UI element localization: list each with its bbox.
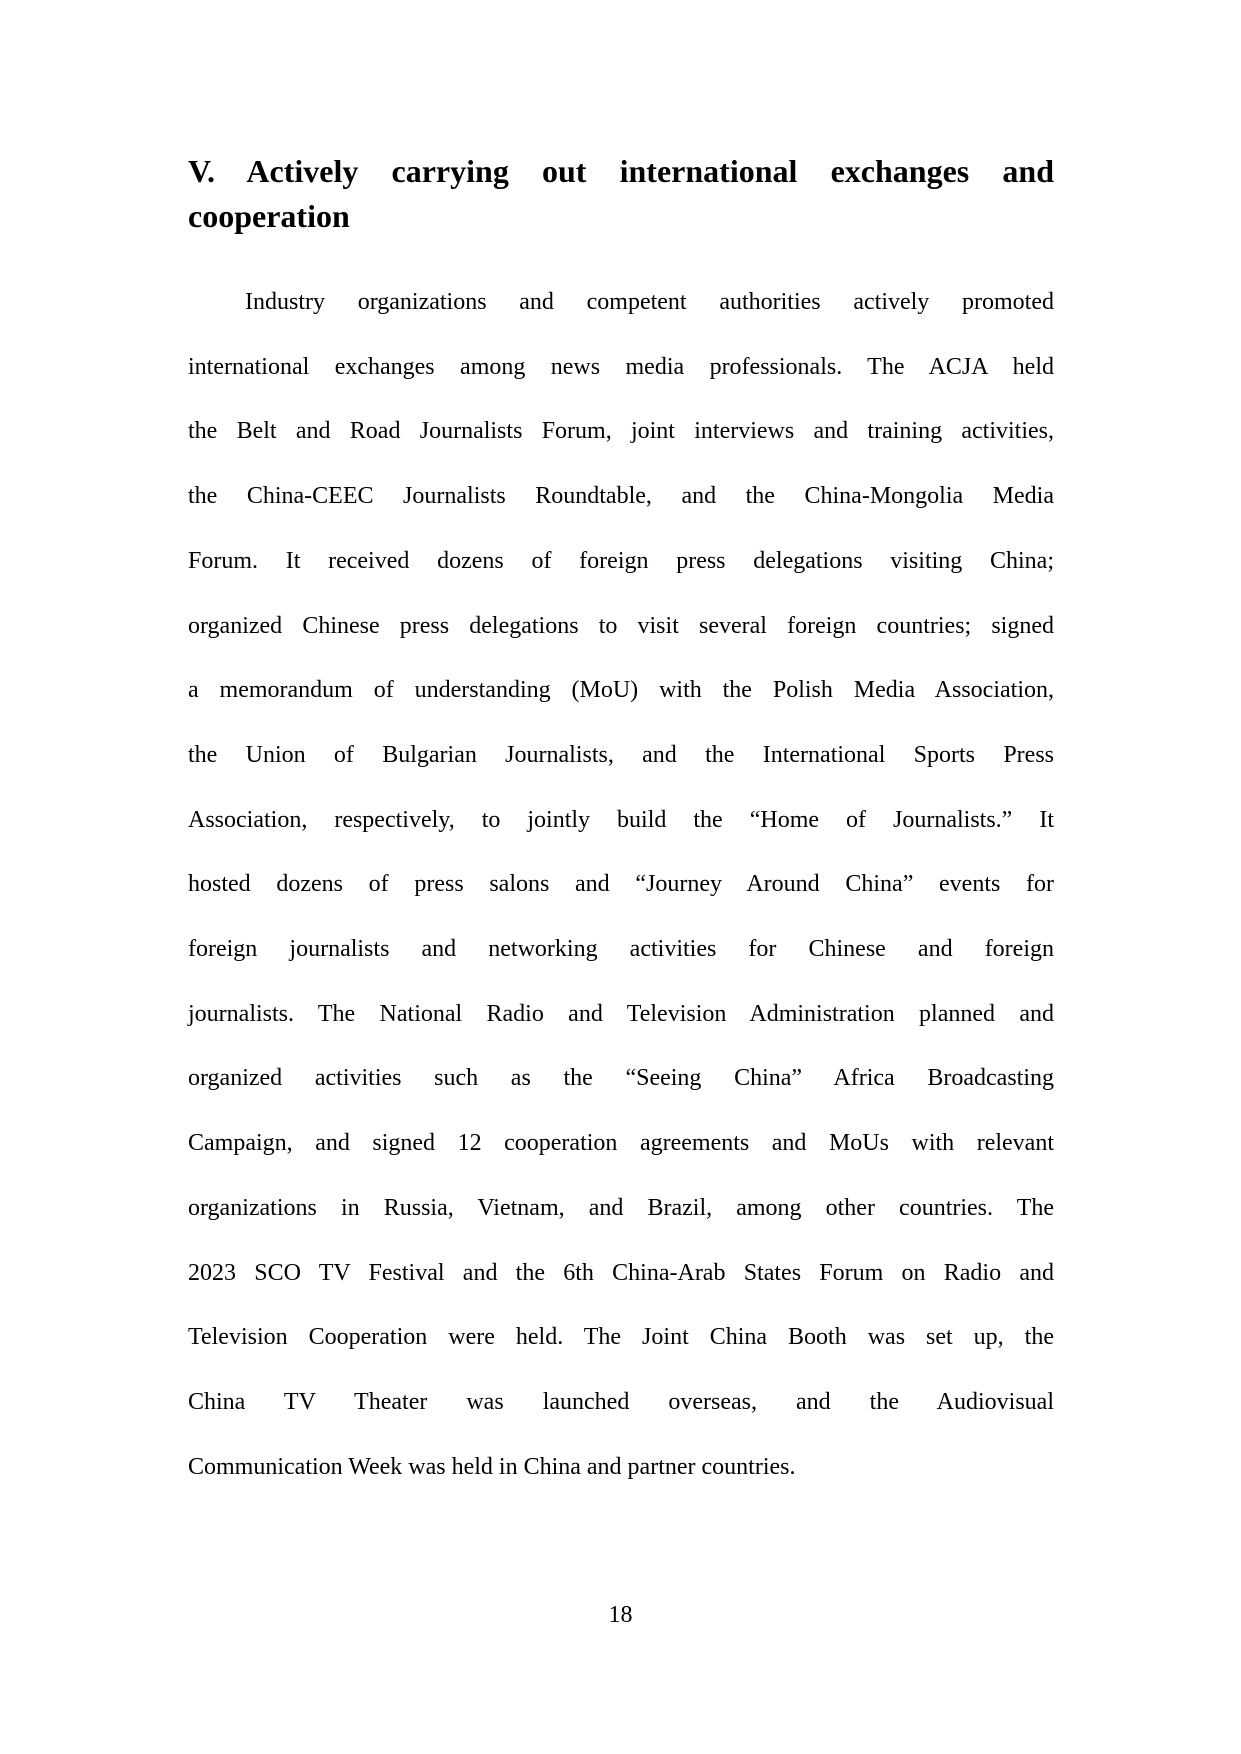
section-heading-line: V. Actively carrying out international exchanges and (188, 153, 1054, 189)
paragraph-line: the Union of Bulgarian Journalists, and the International Sports Press (188, 741, 1054, 768)
paragraph-line: Campaign, and signed 12 cooperation agreements and MoUs with relevant (188, 1130, 1054, 1157)
paragraph (188, 270, 1054, 1499)
paragraph-line: a memorandum of understanding (MoU) with the Polish Media Association, (188, 677, 1054, 704)
paragraph-line: Communication Week was held in China and partner countries. (188, 1453, 796, 1480)
paragraph-line: the China-CEEC Journalists Roundtable, and the China-Mongolia Media (188, 483, 1054, 510)
paragraph-line: international exchanges among news media professionals. The ACJA held (188, 353, 1054, 380)
paragraph-line: organizations in Russia, Vietnam, and Brazil, among other countries. The (188, 1194, 1054, 1221)
paragraph-line: 2023 SCO TV Festival and the 6th China-Arab States Forum on Radio and (188, 1259, 1054, 1286)
paragraph-line: Association, respectively, to jointly build the “Home of Journalists.” It (188, 806, 1054, 833)
paragraph-line: China TV Theater was launched overseas, and the Audiovisual (188, 1388, 1054, 1415)
paragraph-line: Forum. It received dozens of foreign press delegations visiting China; (188, 547, 1054, 574)
paragraph-line: Television Cooperation were held. The Joint China Booth was set up, the (188, 1324, 1054, 1351)
paragraph-line: organized activities such as the “Seeing China” Africa Broadcasting (188, 1065, 1054, 1092)
section-heading-line: cooperation (188, 198, 350, 234)
page-number: 18 (608, 1602, 633, 1628)
paragraph-line: foreign journalists and networking activities for Chinese and foreign (188, 936, 1054, 963)
paragraph-line: journalists. The National Radio and Television Administration planned and (188, 1000, 1054, 1027)
paragraph-line: the Belt and Road Journalists Forum, joint interviews and training activities, (188, 418, 1054, 445)
paragraph-line: hosted dozens of press salons and “Journey Around China” events for (188, 871, 1054, 898)
section-heading (188, 149, 1054, 239)
paragraph-line: organized Chinese press delegations to visit several foreign countries; signed (188, 612, 1054, 639)
paragraph-line: Industry organizations and competent authorities actively promoted (245, 289, 1054, 315)
